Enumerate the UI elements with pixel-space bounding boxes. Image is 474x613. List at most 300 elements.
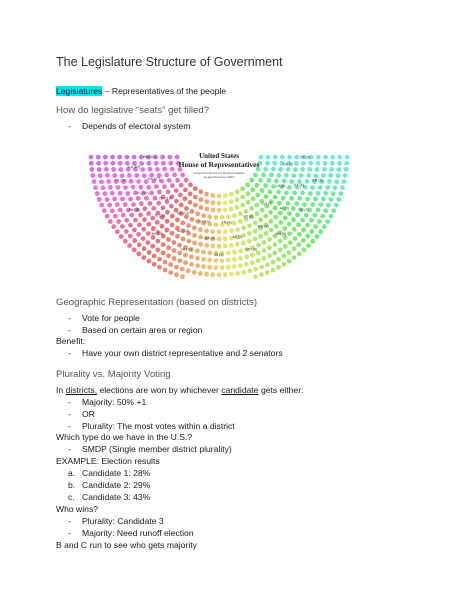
seat-dot (90, 173, 95, 178)
seat-dot (334, 179, 339, 184)
seat-dot (179, 183, 184, 188)
seat-dot (266, 155, 271, 160)
candidate-link-text: candidate (221, 385, 259, 395)
seat-dot (253, 237, 258, 242)
seat-dot (284, 173, 289, 178)
seat-dot (184, 178, 189, 183)
state-label: WA (10) (142, 154, 156, 159)
seat-dot (258, 178, 263, 183)
seat-dot (294, 155, 299, 160)
seat-dot (282, 226, 287, 231)
seat-dot (220, 258, 225, 263)
seat-dot (322, 167, 327, 172)
seat-dot (123, 202, 128, 207)
seat-dot (110, 155, 115, 160)
seat-dot (318, 202, 323, 207)
chart-subtitle: Colored by Amount of Representatives (193, 171, 245, 175)
seat-dot (316, 155, 321, 160)
seat-dot (201, 257, 206, 262)
state-label: OR (5) (311, 178, 323, 183)
seat-dot (235, 227, 240, 232)
seat-dot (271, 167, 276, 172)
seat-dot (198, 271, 203, 276)
seat-dot (110, 191, 115, 196)
seat-dot (162, 184, 167, 189)
seat-dot (174, 188, 179, 193)
seat-dot (229, 207, 234, 212)
seat-dot (318, 185, 323, 190)
seat-dot (344, 161, 349, 166)
seat-dot (310, 202, 315, 207)
seat-dot (148, 167, 153, 172)
seat-dot (201, 264, 206, 269)
seat-dot (291, 173, 296, 178)
seat-dot (210, 229, 215, 234)
seat-dot (163, 268, 168, 273)
seat-dot (189, 262, 194, 267)
seat-dot (166, 237, 171, 242)
seat-dot (116, 219, 121, 224)
seat-dot (249, 178, 254, 183)
seat-dot (142, 217, 147, 222)
seat-dot (292, 255, 297, 260)
seat-dot (115, 202, 120, 207)
seat-dot (278, 247, 283, 252)
question-line: Which type do we have in the U.S.? (56, 432, 193, 442)
seat-dot (287, 250, 292, 255)
seat-dot (299, 173, 304, 178)
state-label: MI (14) (151, 232, 163, 237)
seat-dot (139, 201, 144, 206)
seat-dot (295, 213, 300, 218)
seat-dot (271, 268, 276, 273)
seat-dot (240, 195, 245, 200)
seat-dot (313, 224, 318, 229)
seat-dot (302, 247, 307, 252)
seat-dot (336, 173, 341, 178)
seat-dot (198, 242, 203, 247)
seat-dot (125, 191, 130, 196)
seat-dot (142, 173, 147, 178)
seat-dot (190, 209, 195, 214)
seat-dot (131, 185, 136, 190)
state-label: OH (16) (159, 196, 172, 201)
seat-dot (238, 219, 243, 224)
seat-dot (180, 173, 185, 178)
seat-dot (132, 247, 137, 252)
seat-dot (263, 214, 268, 219)
seat-dot (120, 224, 125, 229)
seat-dot (160, 155, 165, 160)
seat-dot (146, 211, 151, 216)
seat-dot (188, 191, 193, 196)
seat-dot (127, 173, 132, 178)
seat-dot (330, 155, 335, 160)
seat-dot (193, 195, 198, 200)
seat-dot (163, 260, 168, 265)
seat-dot (127, 243, 132, 248)
seat-dot (323, 191, 328, 196)
seat-dot (278, 211, 283, 216)
seat-dot (223, 244, 228, 249)
seat-dot (167, 178, 172, 183)
seat-dot (136, 179, 141, 184)
state-label: PA (18) (128, 208, 141, 213)
seat-dot (180, 274, 185, 279)
seat-dot (157, 257, 162, 262)
seat-dot (161, 242, 166, 247)
seat-dot (133, 218, 138, 223)
seat-dot (95, 191, 100, 196)
seat-dot (189, 255, 194, 260)
seat-dot (273, 251, 278, 256)
plurality-heading: Plurality vs. Majority Voting (56, 369, 171, 380)
seat-dot (201, 250, 206, 255)
list-item: a. Candidate 1: 28% (68, 468, 151, 478)
seat-dot (273, 195, 278, 200)
seat-dot (132, 238, 137, 243)
seat-dot (164, 228, 169, 233)
seat-dot (204, 272, 209, 277)
list-item: - Majority: 50% +1 (68, 397, 147, 407)
seat-dot (137, 222, 142, 227)
seat-dot (101, 185, 106, 190)
seat-dot (141, 255, 146, 260)
seat-dot (170, 214, 175, 219)
seat-dot (253, 267, 258, 272)
seat-dot (283, 244, 288, 249)
seat-dot (170, 223, 175, 228)
seat-dot (263, 183, 268, 188)
seat-dot (123, 185, 128, 190)
legislatures-definition: – Representatives of the people (102, 86, 227, 96)
seat-dot (174, 272, 179, 277)
seat-dot (198, 235, 203, 240)
state-label: OK (5) (282, 162, 294, 167)
seat-dot (282, 179, 287, 184)
seat-dot (329, 197, 334, 202)
state-label: NC (13) (176, 229, 190, 234)
list-item: - Have your own district representative and 2 senators (68, 348, 283, 358)
seat-dot (272, 161, 277, 166)
seat-dot (250, 187, 255, 192)
seat-dot (210, 193, 215, 198)
seat-dot (144, 196, 149, 201)
seat-dot (199, 205, 204, 210)
seat-dot (247, 231, 252, 236)
seat-dot (287, 185, 292, 190)
seat-dot (132, 155, 137, 160)
seat-dot (296, 242, 301, 247)
state-label: MA (9) (204, 236, 215, 241)
seat-dot (217, 244, 222, 249)
seat-dot (300, 167, 305, 172)
seat-dot (291, 206, 296, 211)
seat-dot (172, 240, 177, 245)
seat-dot (232, 264, 237, 269)
seat-dot (192, 241, 197, 246)
who-wins-label: Who wins? (56, 504, 99, 514)
seat-dot (161, 251, 166, 256)
seat-dot (293, 236, 298, 241)
seat-dot (211, 208, 216, 213)
seat-dot (241, 241, 246, 246)
seat-dot (247, 239, 252, 244)
seat-dot (235, 242, 240, 247)
seat-dot (125, 155, 130, 160)
seat-dot (155, 167, 160, 172)
plurality-intro: In districts, elections are won by whichever candidate gets either: (56, 385, 304, 395)
seat-dot (156, 201, 161, 206)
seat-dot (149, 191, 154, 196)
seat-dot (323, 155, 328, 160)
seat-dot (162, 167, 167, 172)
seat-dot (204, 192, 209, 197)
seat-dot (258, 234, 263, 239)
seat-dot (336, 197, 341, 202)
seat-dot (165, 210, 170, 215)
seat-dot (136, 251, 141, 256)
seat-dot (134, 173, 139, 178)
seat-dot (241, 270, 246, 275)
seat-dot (333, 185, 338, 190)
seat-dot (129, 213, 134, 218)
seat-dot (330, 161, 335, 166)
seat-dot (170, 231, 175, 236)
chart-title-line2: House of Representatives (178, 160, 260, 169)
seat-dot (111, 167, 116, 172)
seat-dot (235, 197, 240, 202)
seat-dot (345, 155, 350, 160)
seat-dot (204, 199, 209, 204)
seat-dot (123, 239, 128, 244)
seat-dot (214, 258, 219, 263)
seat-dot (195, 256, 200, 261)
seat-dot (273, 155, 278, 160)
seat-dot (217, 237, 222, 242)
seat-dot (195, 249, 200, 254)
seat-dot (259, 272, 264, 277)
seat-dot (260, 188, 265, 193)
seat-dot (166, 245, 171, 250)
list-item: - Plurality: The most votes within a district (68, 421, 235, 431)
state-label: NY (27) (147, 176, 161, 181)
seat-dot (193, 203, 198, 208)
seat-dot (154, 184, 159, 189)
seat-dot (145, 240, 150, 245)
seat-dot (259, 155, 264, 160)
seat-dot (174, 265, 179, 270)
seat-dot (313, 197, 318, 202)
seat-dot (136, 196, 141, 201)
seat-dot (96, 155, 101, 160)
seat-dot (334, 203, 339, 208)
seat-dot (265, 270, 270, 275)
seat-dot (155, 220, 160, 225)
seat-dot (289, 196, 294, 201)
seat-dot (186, 223, 191, 228)
seat-dot (161, 161, 166, 166)
state-label: WI (8) (243, 214, 254, 219)
seat-dot (170, 167, 175, 172)
seat-dot (180, 267, 185, 272)
state-label: MO (8) (246, 247, 258, 252)
seat-dot (183, 253, 188, 258)
list-item: - Vote for people (68, 313, 140, 323)
seat-dot (262, 256, 267, 261)
seat-dot (132, 228, 137, 233)
seat-dot (235, 205, 240, 210)
seat-dot (327, 179, 332, 184)
seat-dot (205, 207, 210, 212)
seat-dot (186, 239, 191, 244)
seat-dot (268, 189, 273, 194)
seat-dot (276, 257, 281, 262)
state-label: NJ (12) (198, 219, 210, 224)
seat-dot (269, 173, 274, 178)
seat-dot (119, 234, 124, 239)
seat-dot (226, 214, 231, 219)
state-label: SC (7) (298, 208, 309, 213)
seat-dot (220, 265, 225, 270)
seat-dot (287, 259, 292, 264)
seat-dot (301, 238, 306, 243)
seat-dot (253, 173, 258, 178)
seat-dot (178, 193, 183, 198)
seat-dot (282, 262, 287, 267)
seat-dot (106, 179, 111, 184)
seat-dot (177, 258, 182, 263)
seat-dot (240, 186, 245, 191)
seat-dot (138, 185, 143, 190)
state-label: CO (7) (261, 201, 273, 206)
seat-dot (278, 239, 283, 244)
seat-dot (308, 191, 313, 196)
seat-dot (157, 190, 162, 195)
seat-dot (150, 244, 155, 249)
state-label: GA (14) (176, 211, 190, 215)
seat-dot (210, 244, 215, 249)
seat-dot (152, 262, 157, 267)
seat-dot (119, 167, 124, 172)
seat-dot (343, 173, 348, 178)
seat-dot (124, 229, 129, 234)
list-item: - Plurality: Candidate 3 (68, 516, 164, 526)
state-label: LA (6) (276, 183, 286, 188)
seat-dot (164, 173, 169, 178)
seat-dot (141, 236, 146, 241)
seat-dot (316, 191, 321, 196)
seat-dot (309, 218, 314, 223)
seat-dot (274, 179, 279, 184)
seat-dot (229, 192, 234, 197)
seat-dot (292, 191, 297, 196)
seat-dot (201, 213, 206, 218)
state-label: FL (27) (137, 191, 149, 196)
seat-dot (98, 173, 103, 178)
seat-dot (90, 167, 95, 172)
seat-dot (152, 254, 157, 259)
seat-dot (294, 161, 299, 166)
seat-dot (175, 178, 180, 183)
seat-dot (151, 206, 156, 211)
seat-dot (96, 161, 101, 166)
seat-dot (226, 258, 231, 263)
seat-dot (301, 228, 306, 233)
state-label: MD (8) (257, 224, 269, 229)
seat-dot (165, 219, 170, 224)
seat-dot (286, 167, 291, 172)
list-item: c. Candidate 3: 43% (68, 492, 151, 502)
seat-dot (293, 167, 298, 172)
seat-dot (124, 218, 129, 223)
seat-dot (223, 272, 228, 277)
seat-dot (190, 217, 195, 222)
example-label: EXAMPLE: Election results (56, 456, 160, 466)
seat-dot (166, 189, 171, 194)
state-label: CA (53) (128, 164, 141, 169)
seat-dot (229, 272, 234, 277)
seat-dot (207, 258, 212, 263)
seat-dot (287, 211, 292, 216)
state-label: CT (5) (299, 155, 310, 160)
seat-dot (137, 242, 142, 247)
seat-dot (146, 231, 151, 236)
seat-dot (118, 161, 123, 166)
seat-dot (223, 208, 228, 213)
seat-dot (186, 268, 191, 273)
seat-dot (244, 262, 249, 267)
state-label: IL (18) (154, 213, 166, 218)
legislatures-term: Legislatures (56, 86, 103, 96)
seat-dot (129, 179, 134, 184)
seat-dot (214, 222, 219, 227)
seat-dot (115, 229, 120, 234)
seat-dot (204, 243, 209, 248)
chart-subtitle-2: as apportioned in 2010 (203, 175, 235, 179)
seat-dot (268, 210, 273, 215)
seat-dot (280, 155, 285, 160)
seat-dot (342, 179, 347, 184)
seat-dot (263, 167, 268, 172)
state-label: TX (36) (114, 178, 127, 183)
seat-dot (110, 208, 115, 213)
seat-dot (168, 270, 173, 275)
seat-dot (172, 248, 177, 253)
seat-dot (181, 237, 186, 242)
seat-dot (103, 191, 108, 196)
seat-dot (232, 250, 237, 255)
seat-dot (337, 161, 342, 166)
seat-dot (105, 173, 110, 178)
seat-dot (204, 228, 209, 233)
seat-dot (151, 226, 156, 231)
seat-dot (99, 203, 104, 208)
seat-dot (321, 197, 326, 202)
seat-dot (188, 200, 193, 205)
seat-dot (277, 201, 282, 206)
seat-dot (308, 167, 313, 172)
state-label: KY (6) (293, 182, 304, 187)
state-label: VA (11) (180, 247, 193, 252)
seat-dot (267, 253, 272, 258)
seat-dot (116, 185, 121, 190)
seat-dot (310, 239, 315, 244)
seat-dot (192, 233, 197, 238)
seat-dot (296, 222, 301, 227)
seat-dot (247, 268, 252, 273)
seat-dot (214, 265, 219, 270)
